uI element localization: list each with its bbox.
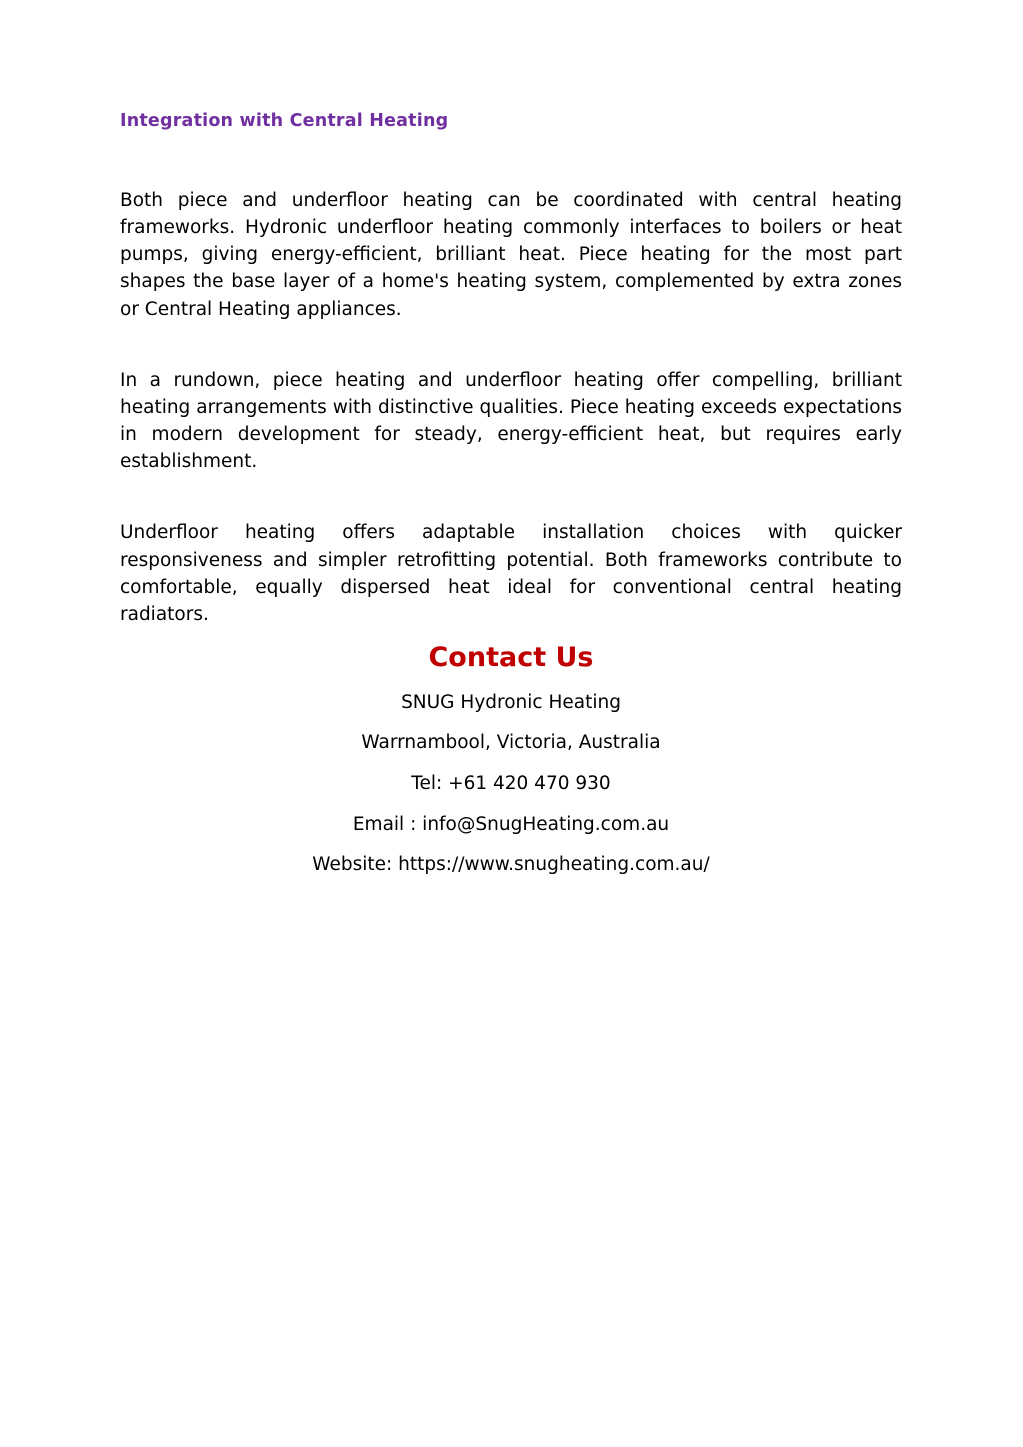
paragraph-1: Both piece and underfloor heating can be coordinated with central heating frameworks. Hydronic underfloor heating commonly interfaces to boilers or heat pumps, giving energy-efficient, brilliant heat. Piece heating for the most part shapes the base layer of a home's heating system, complemented by extra zones or Central Heating appliances. bbox=[120, 189, 902, 320]
section-heading: Integration with Central Heating bbox=[120, 111, 449, 131]
spacer bbox=[120, 323, 903, 367]
contact-company: SNUG Hydronic Heating bbox=[401, 691, 621, 713]
paragraph-2: In a rundown, piece heating and underfloor heating offer compelling, brilliant heating arrangements with distinctive qualities. Piece heating exceeds expectations in modern development for steady, energy-efficient heat, but requires early establishment. bbox=[120, 369, 902, 473]
contact-email: Email : info@SnugHeating.com.au bbox=[352, 813, 670, 835]
contact-title: Contact Us bbox=[428, 642, 594, 674]
contact-phone: Tel: +61 420 470 930 bbox=[411, 773, 611, 794]
contact-block bbox=[120, 640, 902, 886]
contact-location: Warrnambool, Victoria, Australia bbox=[361, 732, 661, 754]
spacer bbox=[120, 475, 903, 519]
spacer bbox=[120, 133, 903, 187]
contact-website: Website: https://www.snugheating.com.au/ bbox=[312, 854, 710, 876]
paragraph-3: Underfloor heating offers adaptable installation choices with quicker responsiveness and simpler retrofitting potential. Both frameworks contribute to comfortable, equally dispersed heat ideal for conventional central heating radiators. bbox=[120, 522, 902, 625]
